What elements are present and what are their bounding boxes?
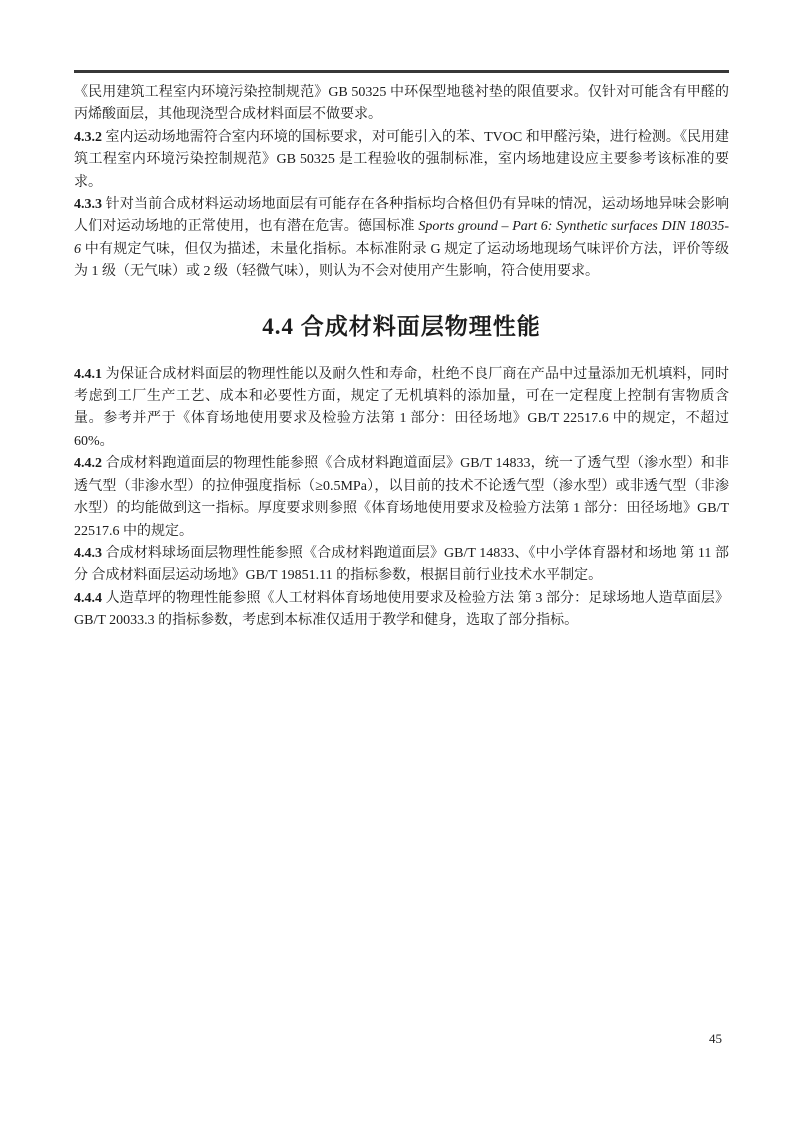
clause-4-3-3 — [74, 194, 729, 284]
clause-text: 针对当前合成材料运动场地面层有可能存在各种指标均合格但仍有异味的情况，运动场地异味会影响人们对运动场地的正常使用，也有潜在危害。德国标准 — [74, 197, 729, 235]
page-content — [74, 82, 729, 633]
clause-number: 4.4.4 — [74, 590, 102, 606]
german-standard-citation: Sports ground – Part 6: Synthetic surfaces DIN 18035-6 — [74, 219, 730, 257]
clause-number: 4.4.2 — [74, 456, 102, 472]
clause-text: 合成材料球场面层物理性能参照《合成材料跑道面层》GB/T 14833、《中小学体育器材和场地 第 11 部分 合成材料面层运动场地》GB/T 19851.11 的指标参数，根据目前行业技术水平制定。 — [74, 545, 729, 584]
section-heading: 4.4 合成材料面层物理性能 — [262, 313, 541, 339]
clause-text: 中有规定气味，但仅为描述，未量化指标。本标准附录 G 规定了运动场地现场气味评价方法，评价等级为 1 级（无气味）或 2 级（轻微气味），则认为不会对使用产生影响，符合使用要求。 — [74, 241, 730, 280]
clause-number: 4.3.3 — [74, 197, 102, 213]
clause-text: 为保证合成材料面层的物理性能以及耐久性和寿命，杜绝不良厂商在产品中过量添加无机填料，同时考虑到工厂生产工艺、成本和必要性方面，规定了无机填料的添加量，可在一定程度上控制有害物质含量。参考并严于《体育场地使用要求及检验方法第 1 部分：田径场地》GB/T 22517.6 中的规定，不超过 60%。 — [74, 366, 729, 449]
clause-4-4-3 — [74, 543, 729, 588]
clause-number: 4.4.1 — [74, 366, 102, 382]
clause-text: 人造草坪的物理性能参照《人工材料体育场地使用要求及检验方法 第 3 部分：足球场地人造草面层》GB/T 20033.3 的指标参数，考虑到本标准仅适用于教学和健身，选取了部分指标。 — [74, 590, 730, 629]
paragraph-text: 《民用建筑工程室内环境污染控制规范》GB 50325 中环保型地毯衬垫的限值要求。仅针对可能含有甲醛的丙烯酸面层，其他现浇型合成材料面层不做要求。 — [74, 85, 729, 123]
clause-4-4-2 — [74, 453, 729, 543]
clause-4-3-2 — [74, 127, 729, 194]
clause-number: 4.3.2 — [74, 129, 102, 145]
clause-text: 室内运动场地需符合室内环境的国标要求，对可能引入的苯、TVOC 和甲醛污染，进行检测。《民用建筑工程室内环境污染控制规范》GB 50325 是工程验收的强制标准，室内场地建设应主要参考该标准的要求。 — [74, 129, 730, 190]
clause-4-4-1 — [74, 364, 729, 454]
clause-text: 合成材料跑道面层的物理性能参照《合成材料跑道面层》GB/T 14833，统一了透气型（渗水型）和非透气型（非渗水型）的拉伸强度指标（≥0.5MPa），以目前的技术不论透气型（渗水型）或非透气型（非渗水型）的均能做到这一指标。厚度要求则参照《体育场地使用要求及检验方法第 1 部分：田径场地》GB/T 22517.6 中的规定。 — [74, 456, 730, 539]
clause-number: 4.4.3 — [74, 545, 102, 561]
paragraph-continuation — [74, 82, 729, 127]
header-rule — [74, 70, 729, 73]
page-number: 45 — [709, 1031, 722, 1046]
clause-4-4-4 — [74, 588, 729, 633]
